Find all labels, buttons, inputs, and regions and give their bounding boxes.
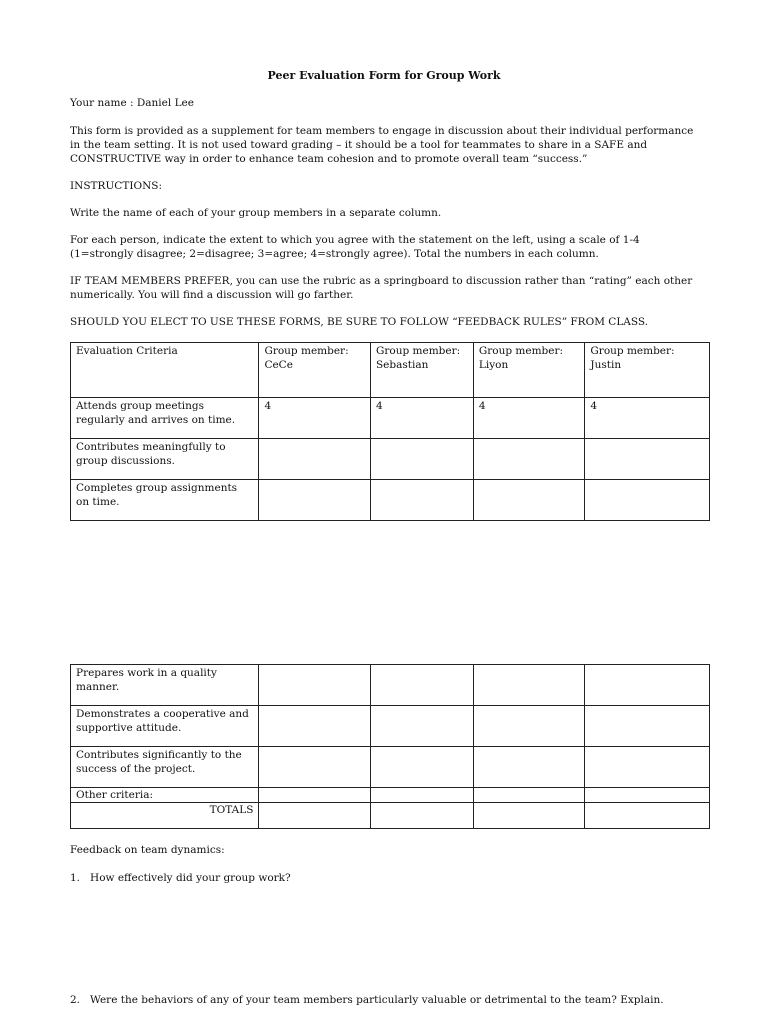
total-cell[interactable]: [585, 803, 710, 829]
intro-paragraph: This form is provided as a supplement for team members to engage in discussion about their individual performance in the team setting. It is not used toward grading – it should be a tool for teammates to share in a SAFE and CONSTRUCTIVE way in order to enhance team cohesion and to promote overall team “success.”: [70, 125, 694, 165]
member-label: Group member:: [590, 345, 675, 357]
member-name: Sebastian: [375, 359, 429, 371]
score-cell[interactable]: 4: [259, 398, 371, 439]
instruction-feedback-rules: SHOULD YOU ELECT TO USE THESE FORMS, BE SURE TO FOLLOW “FEEDBACK RULES” FROM CLASS.: [70, 316, 649, 328]
score-cell[interactable]: [259, 706, 371, 747]
member-label: Group member:: [264, 345, 349, 357]
total-cell[interactable]: [370, 803, 473, 829]
member-header-4: [585, 343, 710, 398]
score-cell[interactable]: [585, 665, 710, 706]
criteria-header: Evaluation Criteria: [71, 343, 259, 398]
score-cell[interactable]: [473, 788, 585, 803]
score-cell[interactable]: [585, 480, 710, 521]
table-row: [71, 398, 710, 439]
score-cell[interactable]: [473, 439, 585, 480]
feedback-heading: Feedback on team dynamics:: [70, 844, 225, 856]
totals-row: [71, 803, 710, 829]
score-cell[interactable]: [259, 439, 371, 480]
criterion-cell: Contributes significantly to the success of the project.: [71, 747, 259, 788]
table-row: [71, 665, 710, 706]
score-cell[interactable]: [370, 747, 473, 788]
other-criteria-label: Other criteria:: [71, 788, 259, 803]
student-name-line: Your name : Daniel Lee: [70, 97, 194, 109]
member-header-3: [473, 343, 585, 398]
score-cell[interactable]: 4: [370, 398, 473, 439]
total-cell[interactable]: [259, 803, 371, 829]
question-1: 1. How effectively did your group work?: [70, 872, 291, 884]
instruction-rubric: IF TEAM MEMBERS PREFER, you can use the rubric as a springboard to discussion rather than “rating” each other numerically. You will find a discussion will go farther.: [70, 275, 693, 301]
score-cell[interactable]: [370, 788, 473, 803]
score-cell[interactable]: 4: [585, 398, 710, 439]
score-cell[interactable]: [473, 747, 585, 788]
member-name: Liyon: [478, 359, 509, 371]
evaluation-table-bottom: [70, 664, 710, 829]
member-name: CeCe: [264, 359, 293, 371]
score-cell[interactable]: [259, 480, 371, 521]
table-row: [71, 439, 710, 480]
member-header-1: [259, 343, 371, 398]
score-cell[interactable]: [585, 747, 710, 788]
member-label: Group member:: [478, 345, 564, 357]
criterion-cell: Attends group meetings regularly and arrives on time.: [71, 398, 259, 439]
score-cell[interactable]: [585, 788, 710, 803]
criterion-cell: Demonstrates a cooperative and supportive attitude.: [71, 706, 259, 747]
member-name: Justin: [590, 359, 622, 371]
question-2: 2. Were the behaviors of any of your team members particularly valuable or detrimental to the team? Explain.: [70, 994, 664, 1006]
table-header-row: [71, 343, 710, 398]
member-label: Group member:: [375, 345, 461, 357]
evaluation-table-top: [70, 342, 710, 521]
score-cell[interactable]: [259, 747, 371, 788]
score-cell[interactable]: [473, 706, 585, 747]
score-cell[interactable]: [370, 480, 473, 521]
instruction-scale: For each person, indicate the extent to which you agree with the statement on the left, using a scale of 1-4 (1=strongly disagree; 2=disagree; 3=agree; 4=strongly agree). Total the numbers in each column.: [70, 234, 640, 260]
score-cell[interactable]: 4: [473, 398, 585, 439]
member-header-2: [370, 343, 473, 398]
score-cell[interactable]: [370, 665, 473, 706]
table-row: [71, 747, 710, 788]
table-row: [71, 480, 710, 521]
form-title: Peer Evaluation Form for Group Work: [267, 69, 501, 82]
score-cell[interactable]: [370, 439, 473, 480]
instructions-heading: INSTRUCTIONS:: [70, 180, 162, 192]
score-cell[interactable]: [473, 665, 585, 706]
criterion-cell: Prepares work in a quality manner.: [71, 665, 259, 706]
table-row: [71, 706, 710, 747]
score-cell[interactable]: [370, 706, 473, 747]
score-cell[interactable]: [585, 706, 710, 747]
score-cell[interactable]: [585, 439, 710, 480]
total-cell[interactable]: [473, 803, 585, 829]
score-cell[interactable]: [473, 480, 585, 521]
totals-label: TOTALS: [71, 803, 259, 829]
score-cell[interactable]: [259, 665, 371, 706]
score-cell[interactable]: [259, 788, 371, 803]
criterion-cell: Contributes meaningfully to group discussions.: [71, 439, 259, 480]
criterion-cell: Completes group assignments on time.: [71, 480, 259, 521]
other-criteria-row: [71, 788, 710, 803]
instruction-columns: Write the name of each of your group members in a separate column.: [70, 207, 442, 219]
